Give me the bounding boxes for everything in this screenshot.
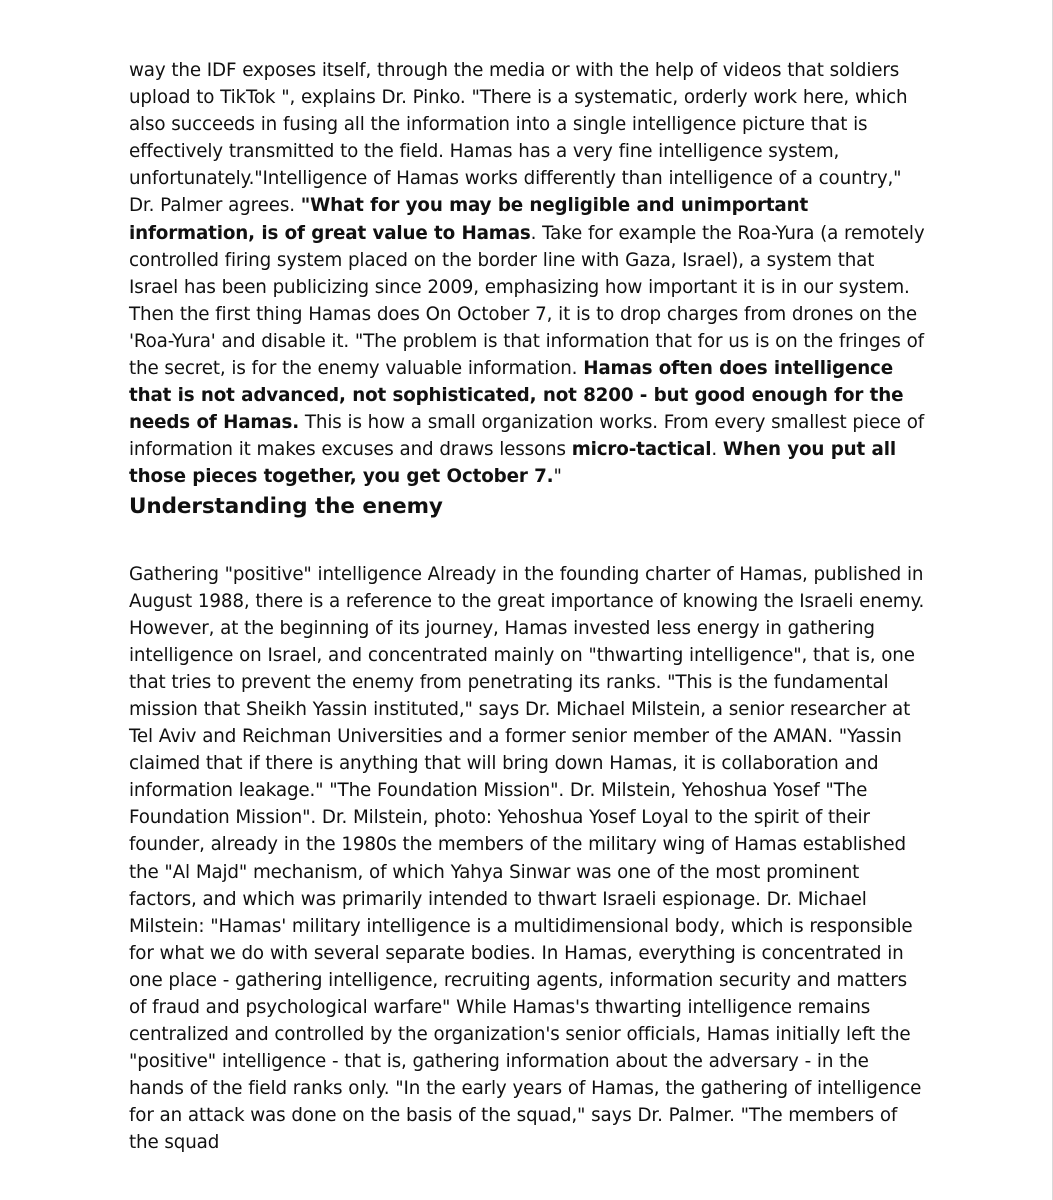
spacer xyxy=(129,521,929,561)
paragraph-intelligence-system xyxy=(129,57,929,491)
text-run: . Take for example the Roa-Yura (a remotely controlled firing system placed on the border line with Gaza, Israel), a system that Israel has been publicizing since 2009, emphasizing how important it is in our system. Then the first thing Hamas does On October 7, it is to drop charges from drones on the 'Roa-Yura' and disable it. "The problem is that information that for us is on the fringes of the secret, is for the enemy valuable information. xyxy=(129,222,925,380)
text-run: This is how a small organization works. From every smallest piece of information it makes excuses and draws lessons xyxy=(129,412,925,461)
bold-run: "What for you may be negligible and unimportant information, is of great value to Hamas xyxy=(129,195,809,244)
bold-run: micro-tactical xyxy=(571,439,712,461)
text-run: way the IDF exposes itself, through the media or with the help of videos that soldiers upload to TikTok ", explains Dr. Pinko. "There is a systematic, orderly work here, which also succeeds in fusing all the information into a single intelligence picture that is effectively transmitted to the field. Hamas has a very fine intelligence system, unfortunately."Intelligence of Hamas works differently than intelligence of a country," Dr. Palmer agrees. xyxy=(129,60,908,217)
section-heading: Understanding the enemy xyxy=(129,493,443,519)
paragraph-positive-intelligence: Gathering "positive" intelligence Already in the founding charter of Hamas, published in August 1988, there is a reference to the great importance of knowing the Israeli enemy. However, at the beginning of its journey, Hamas invested less energy in gathering intelligence on Israel, and concentrated mainly on "thwarting intelligence", that is, one that tries to prevent the enemy from penetrating its ranks. "This is the fundamental mission that Sheikh Yassin instituted," says Dr. Michael Milstein, a senior researcher at Tel Aviv and Reichman Universities and a former senior member of the AMAN. "Yassin claimed that if there is anything that will bring down Hamas, it is collaboration and information leakage." "The Foundation Mission". Dr. Milstein, Yehoshua Yosef "The Foundation Mission". Dr. Milstein, photo: Yehoshua Yosef Loyal to the spirit of their founder, already in the 1980s the members of the military wing of Hamas established the "Al Majd" mechanism, of which Yahya Sinwar was one of the most prominent factors, and which was primarily intended to thwart Israeli espionage. Dr. Michael Milstein: "Hamas' military intelligence is a multidimensional body, which is responsible for what we do with several separate bodies. In Hamas, everything is concentrated in one place - gathering intelligence, recruiting agents, information security and matters of fraud and psychological warfare" While Hamas's thwarting intelligence remains centralized and controlled by the organization's senior officials, Hamas initially left the "positive" intelligence - that is, gathering information about the adversary - in the hands of the field ranks only. "In the early years of Hamas, the gathering of intelligence for an attack was done on the basis of the squad," says Dr. Palmer. "The members of the squad xyxy=(129,563,925,1154)
bold-run: Hamas often does intelligence that is not advanced, not sophisticated, not 8200 - but good enough for the needs of Hamas. xyxy=(129,358,904,434)
text-run: " xyxy=(553,466,562,488)
document-body xyxy=(129,57,929,1157)
bold-run: When you put all those pieces together, you get October 7. xyxy=(129,439,896,488)
text-run: . xyxy=(711,439,723,461)
